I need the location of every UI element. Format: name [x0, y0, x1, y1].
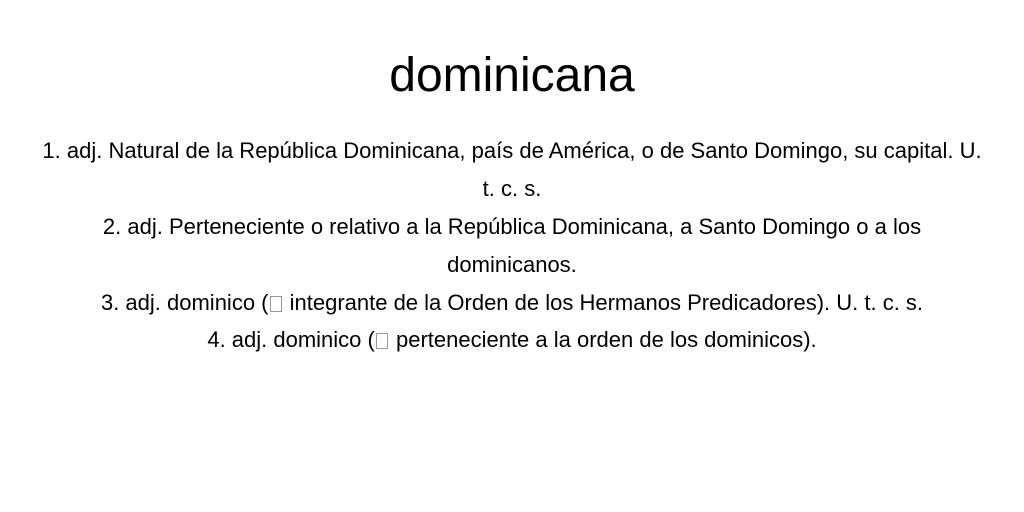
- definition-4-end: perteneciente a la orden de los dominicos).: [389, 327, 817, 352]
- definition-3-start: 3. adj. dominico (: [100, 290, 269, 315]
- definition-3: [42, 284, 982, 321]
- headword: dominicana: [389, 49, 635, 102]
- definition-4: [42, 321, 982, 358]
- definition-2: 2. adj. Perteneciente o relativo a la República Dominicana, a Santo Domingo o a los dominicanos.: [102, 214, 922, 277]
- definitions-list: [42, 132, 982, 358]
- definition-1: 1. adj. Natural de la República Dominicana, país de América, o de Santo Domingo, su capital. U. t. c. s.: [42, 138, 982, 201]
- definition-4-start: 4. adj. dominico (: [207, 327, 375, 352]
- missing-glyph-box-icon: [376, 333, 388, 349]
- definition-3-end: integrante de la Orden de los Hermanos Predicadores). U. t. c. s.: [283, 290, 924, 315]
- missing-glyph-box-icon: [270, 296, 282, 312]
